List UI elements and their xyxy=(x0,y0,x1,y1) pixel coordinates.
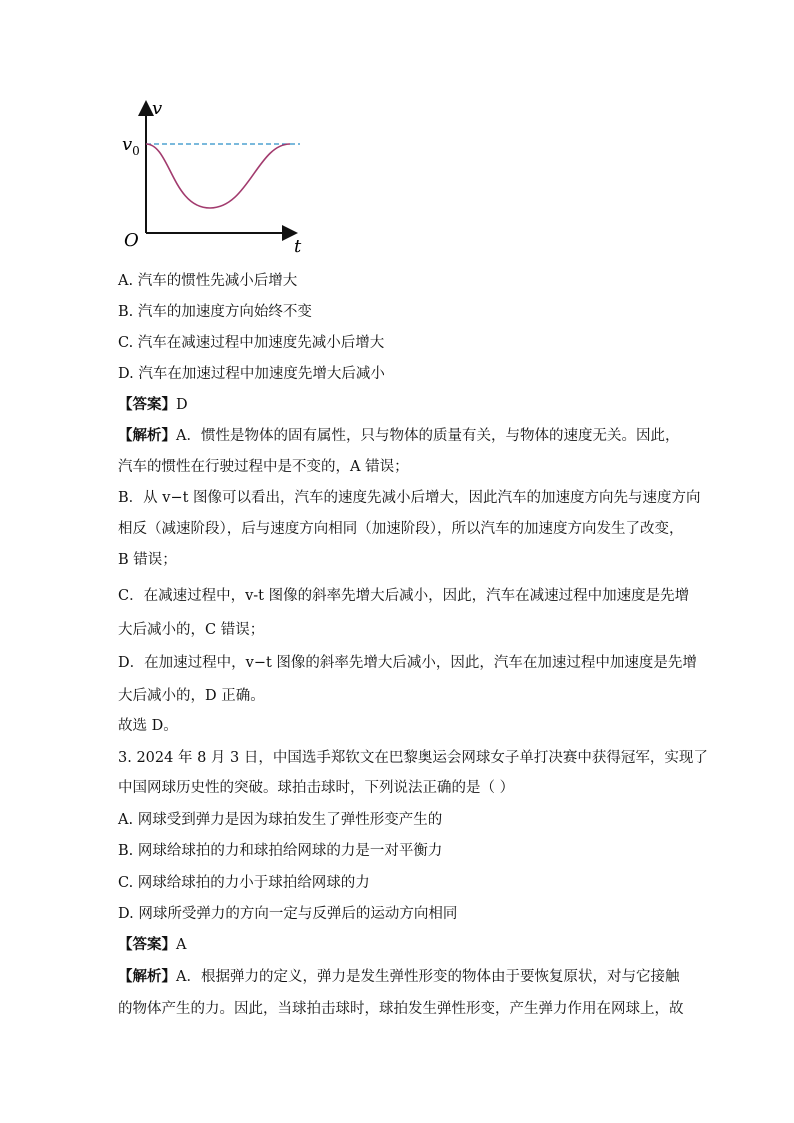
t-axis-label: t xyxy=(294,236,302,257)
q2-analysis-line-6: C．在减速过程中，v-t 图像的斜率先增大后减小，因此，汽车在减速过程中加速度是先增 xyxy=(118,588,690,604)
q2-analysis-line-5: B 错误； xyxy=(118,552,177,568)
q3-analysis-tag: 【解析】 xyxy=(118,968,176,985)
q3-analysis-line-2: 的物体产生的力。因此，当球拍击球时，球拍发生弹性形变，产生弹力作用在网球上，故 xyxy=(118,1001,684,1017)
q2-analysis-line-3: B．从 v−t 图像可以看出，汽车的速度先减小后增大，因此汽车的加速度方向先与速度方向 xyxy=(118,490,701,506)
q2-option-c: C. 汽车在减速过程中加速度先减小后增大 xyxy=(118,335,385,351)
q2-option-d: D. 汽车在加速过程中加速度先增大后减小 xyxy=(118,366,385,382)
q2-analysis-line-1: 【解析】A．惯性是物体的固有属性，只与物体的质量有关，与物体的速度无关。因此， xyxy=(118,427,680,444)
q3-answer-value: A xyxy=(176,937,187,953)
q2-option-b: B. 汽车的加速度方向始终不变 xyxy=(118,304,312,320)
q2-analysis-tag: 【解析】 xyxy=(118,427,176,444)
q3-answer xyxy=(118,935,186,955)
v0-label: $v_0$ xyxy=(122,134,140,158)
q2-conclusion: 故选 D。 xyxy=(118,718,178,734)
q2-answer-value: D xyxy=(176,397,188,413)
q3-stem-line-2: 中国网球历史性的突破。球拍击球时，下列说法正确的是（ ） xyxy=(118,780,515,796)
vt-graph xyxy=(0,0,794,260)
v0-subscript: 0 xyxy=(132,144,140,158)
q2-answer-tag: 【答案】 xyxy=(118,396,176,413)
q2-analysis-line-4: 相反（减速阶段），后与速度方向相同（加速阶段），所以汽车的加速度方向发生了改变， xyxy=(118,521,684,537)
q3-stem-line-1: 3. 2024 年 8 月 3 日，中国选手郑钦文在巴黎奥运会网球女子单打决赛中获得冠军，实现了 xyxy=(118,750,708,766)
v-axis-label: v xyxy=(152,98,163,119)
velocity-curve xyxy=(146,144,290,208)
q3-analysis-line-1: 【解析】A．根据弹力的定义，弹力是发生弹性形变的物体由于要恢复原状，对与它接触 xyxy=(118,968,680,985)
q3-answer-tag: 【答案】 xyxy=(118,936,176,953)
q3-option-d: D. 网球所受弹力的方向一定与反弹后的运动方向相同 xyxy=(118,906,458,922)
q2-analysis-line-8: D．在加速过程中，v−t 图像的斜率先增大后减小，因此，汽车在加速过程中加速度是先增 xyxy=(118,655,697,671)
q3-option-a: A. 网球受到弹力是因为球拍发生了弹性形变产生的 xyxy=(118,812,443,828)
q2-answer xyxy=(118,395,188,415)
origin-label: O xyxy=(124,230,139,251)
q2-analysis-line-2: 汽车的惯性在行驶过程中是不变的，A 错误； xyxy=(118,459,409,475)
q2-analysis-line-7: 大后减小的，C 错误； xyxy=(118,622,265,638)
q3-option-b: B. 网球给球拍的力和球拍给网球的力是一对平衡力 xyxy=(118,843,443,859)
q2-analysis-line-9: 大后减小的，D 正确。 xyxy=(118,688,265,704)
q2-option-a: A. 汽车的惯性先减小后增大 xyxy=(118,273,298,289)
q3-option-c: C. 网球给球拍的力小于球拍给网球的力 xyxy=(118,875,370,891)
